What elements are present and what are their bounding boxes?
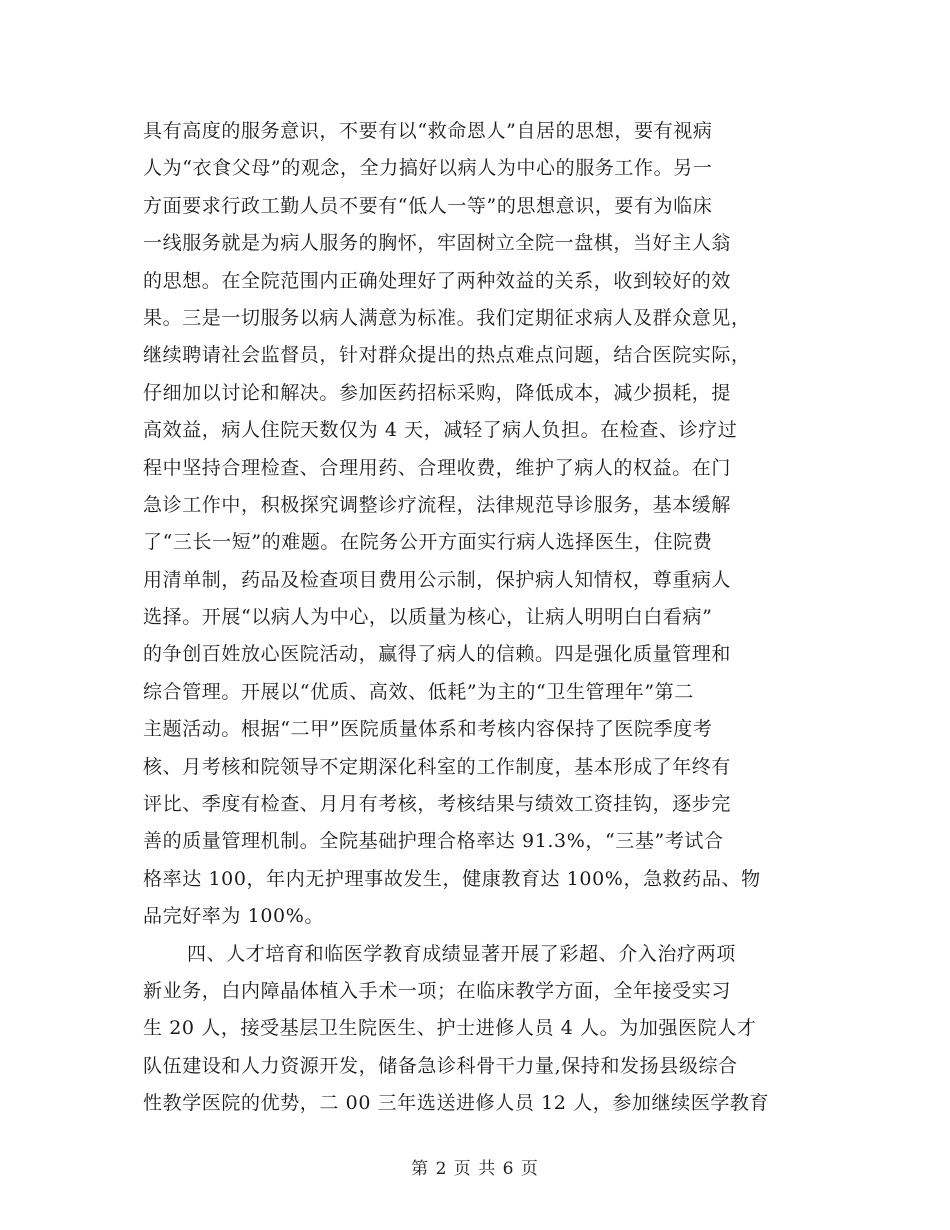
text-line: 选择。开展“以病人为中心，以质量为核心，让病人明明白白看病” xyxy=(143,606,713,629)
text-line: 善的质量管理机制。全院基础护理合格率达 91.3%，“三基”考试合 xyxy=(143,830,724,853)
text-line: 核、月考核和院领导不定期深化科室的工作制度，基本形成了年终有 xyxy=(143,755,732,778)
paragraph-1 xyxy=(143,113,813,936)
text-line: 性教学医院的优势，二 00 三年选送进修人员 12 人，参加继续医学教育 xyxy=(143,1092,770,1115)
text-line: 综合管理。开展以“优质、高效、低耗”为主的“卫生管理年”第二 xyxy=(143,680,694,703)
text-line: 仔细加以讨论和解决。参加医药招标采购，降低成本，减少损耗，提 xyxy=(143,381,732,404)
text-line: 高效益，病人住院天数仅为 4 天，减轻了病人负担。在检查、诊疗过 xyxy=(143,419,738,442)
text-line: 继续聘请社会监督员，针对群众提出的热点难点问题，结合医院实际， xyxy=(143,344,751,367)
text-line: 果。三是一切服务以病人满意为标准。我们定期征求病人及群众意见， xyxy=(143,306,751,329)
text-line: 方面要求行政工勤人员不要有“低人一等”的思想意识，要有为临床 xyxy=(143,194,713,217)
text-line: 主题活动。根据“二甲”医院质量体系和考核内容保持了医院季度考 xyxy=(143,718,713,741)
page-number: 第 2 页 共 6 页 xyxy=(411,1159,539,1179)
text-line: 的争创百姓放心医院活动，赢得了病人的信赖。四是强化质量管理和 xyxy=(143,643,732,666)
text-line: 的思想。在全院范围内正确处理好了两种效益的关系，收到较好的效 xyxy=(143,269,732,292)
text-line: 格率达 100，年内无护理事故发生，健康教育达 100%，急救药品、物 xyxy=(143,867,761,890)
text-line-first: 四、人才培育和临医学教育成绩显著开展了彩超、介入治疗两项 xyxy=(187,942,736,965)
page-body xyxy=(143,113,813,1123)
text-line: 队伍建设和人力资源开发，储备急诊科骨干力量,保持和发扬县级综合 xyxy=(143,1054,738,1077)
text-line: 程中坚持合理检查、合理用药、合理收费，维护了病人的权益。在门 xyxy=(143,456,732,479)
text-line: 具有高度的服务意识，不要有以“救命恩人”自居的思想，要有视病 xyxy=(143,120,713,142)
text-line: 了“三长一短”的难题。在院务公开方面实行病人选择医生，住院费 xyxy=(143,531,713,554)
page-footer xyxy=(0,1154,950,1179)
text-line: 品完好率为 100%。 xyxy=(143,905,324,928)
text-line: 急诊工作中，积极探究调整诊疗流程，法律规范导诊服务，基本缓解 xyxy=(143,493,732,516)
text-line: 新业务，白内障晶体植入手术一项；在临床教学方面，全年接受实习 xyxy=(143,979,732,1002)
text-line: 评比、季度有检查、月月有考核，考核结果与绩效工资挂钩，逐步完 xyxy=(143,793,732,816)
text-line: 人为“衣食父母”的观念，全力搞好以病人为中心的服务工作。另一 xyxy=(143,157,713,180)
paragraph-2 xyxy=(143,936,813,1123)
text-line: 一线服务就是为病人服务的胸怀，牢固树立全院一盘棋，当好主人翁 xyxy=(143,232,732,255)
text-line: 用清单制，药品及检查项目费用公示制，保护病人知情权，尊重病人 xyxy=(143,568,732,591)
text-line: 生 20 人，接受基层卫生院医生、护士进修人员 4 人。为加强医院人才 xyxy=(143,1017,757,1040)
